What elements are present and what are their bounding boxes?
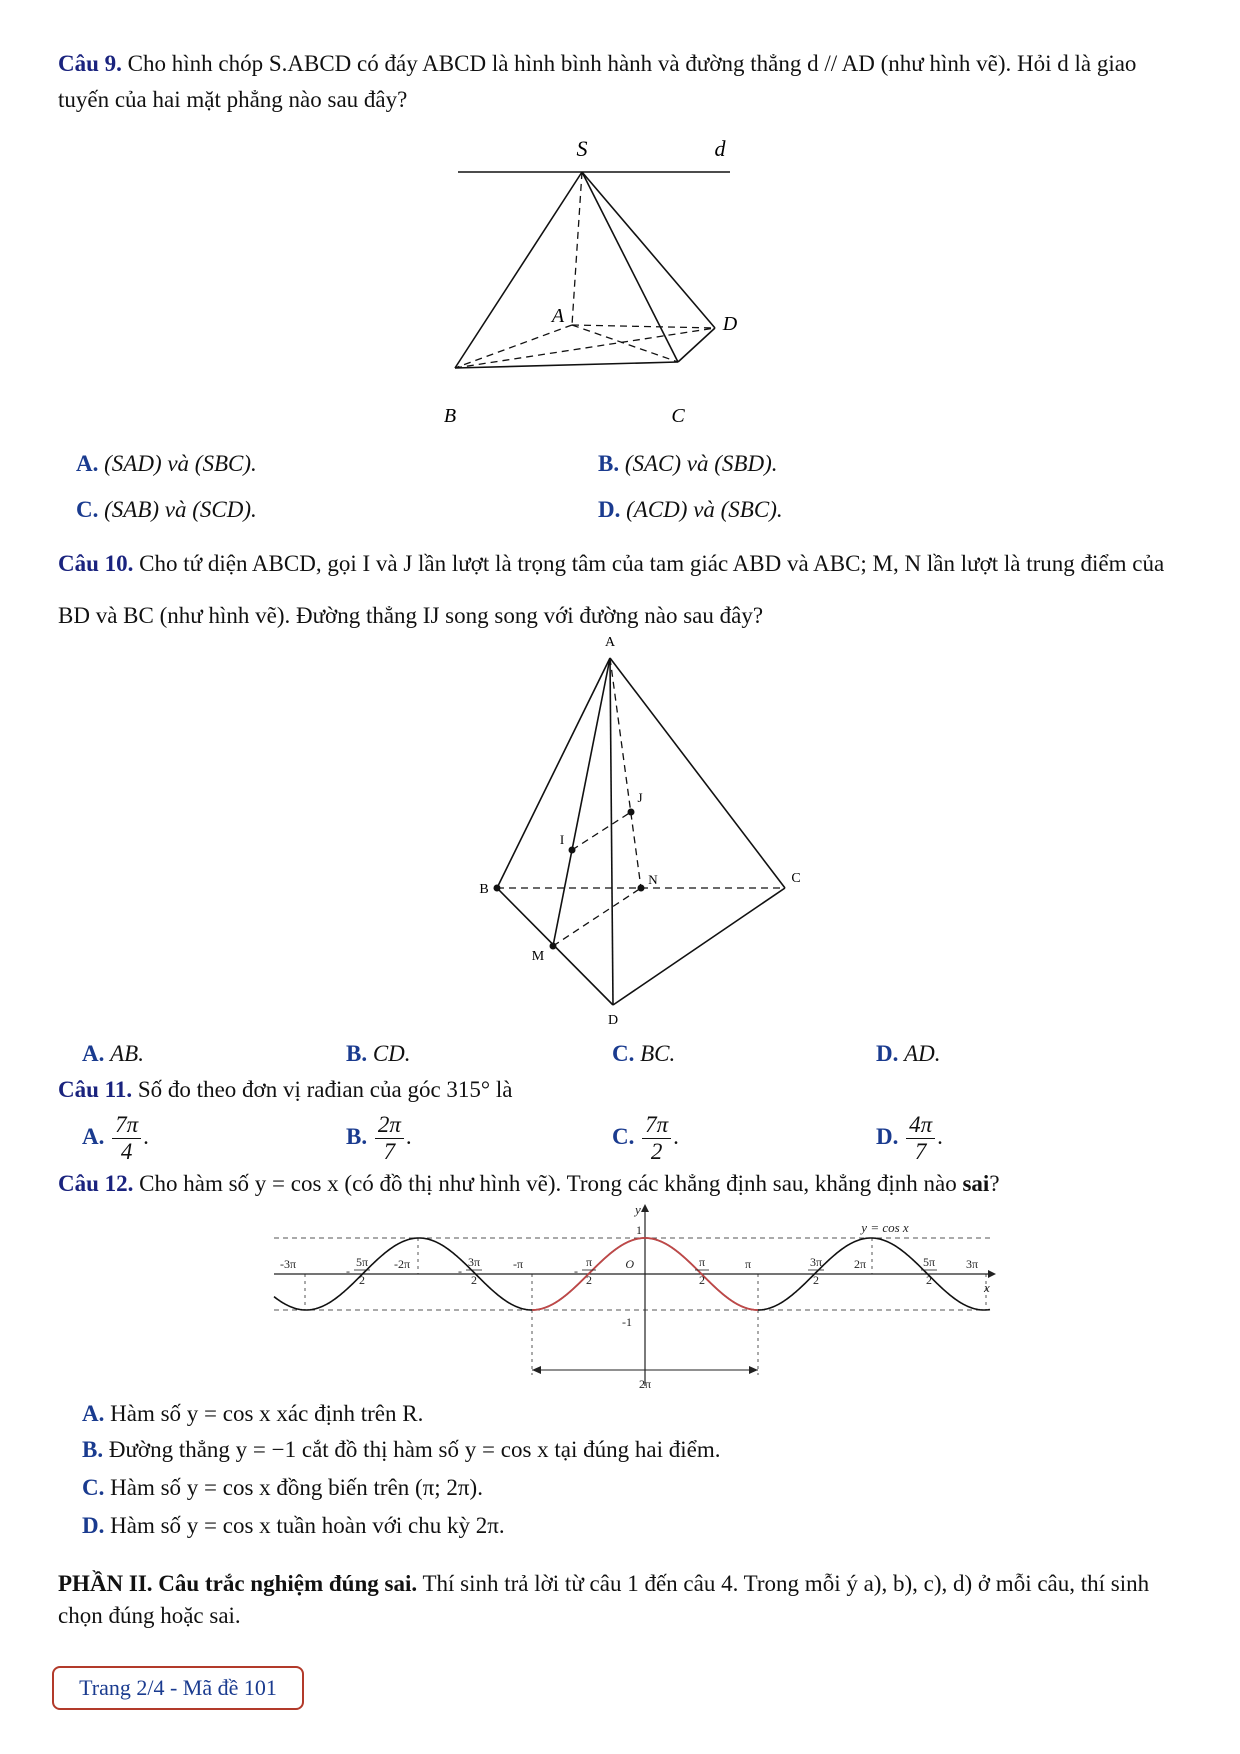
label-b-tet: B — [479, 882, 489, 897]
label-m: M — [531, 949, 545, 964]
question-11-label: Câu 11. — [58, 1077, 133, 1102]
question-9-text: Cho hình chóp S.ABCD có đáy ABCD là hình bình hành và đường thẳng d // AD (như hình vẽ). Hỏi d là giao tuyến của hai mặt phẳng nào sau đây? — [58, 51, 1137, 112]
q11-option-b[interactable]: B. $\frac{2\pi}{7}$ . — [346, 1112, 412, 1164]
tick-m3pi: -3π — [279, 1257, 297, 1271]
label-i: I — [559, 832, 565, 847]
q9-option-b[interactable]: B. (SAC) và (SBD). — [598, 451, 778, 476]
tick-mpi: -π — [512, 1257, 524, 1271]
q10-option-c[interactable]: C. BC. — [612, 1041, 676, 1066]
tick-period: 2π — [638, 1377, 652, 1390]
svg-text:-: - — [346, 1264, 350, 1278]
part-2-instructions — [58, 1568, 1188, 1632]
q9-option-a[interactable]: A. (SAD) và (SBC). — [76, 451, 257, 476]
q9-option-c[interactable]: C. (SAB) và (SCD). — [76, 497, 257, 522]
part-2-text: Thí sinh trả lời từ câu 1 đến câu 4. Trong mỗi ý a), b), c), d) ở mỗi câu, thí sinh chọn đúng hoặc sai. — [58, 1571, 1150, 1628]
tick-p5pi2-num: 5π — [922, 1255, 936, 1269]
page-footer — [52, 1666, 304, 1710]
y-axis-arrow-icon — [641, 1204, 649, 1212]
question-11-stem — [58, 1072, 1188, 1108]
label-j: J — [637, 790, 643, 805]
question-9-stem — [58, 46, 1188, 118]
pyramid-figure — [400, 130, 760, 430]
tick-p5pi2-den: 2 — [926, 1273, 932, 1287]
question-10-text: Cho tứ diện ABCD, gọi I và J lần lượt là trọng tâm của tam giác ABD và ABC; M, N lần lượt là trung điểm của BD và BC (như hình vẽ). Đường thẳng IJ song song với đường nào sau đây? — [58, 551, 1165, 628]
period-arrow-left-icon — [532, 1366, 541, 1374]
label-b: B — [443, 405, 457, 427]
label-d: D — [722, 313, 738, 335]
q11-option-c[interactable]: C. $\frac{7\pi}{2}$ . — [612, 1112, 679, 1164]
label-n: N — [648, 872, 658, 887]
tick-p3pi: 3π — [965, 1257, 979, 1271]
label-d-tet: D — [607, 1013, 619, 1028]
tick-m2pi: -2π — [393, 1257, 411, 1271]
tick-m5pi2-den: 2 — [359, 1273, 365, 1287]
label-d-line: d — [714, 136, 726, 161]
cosine-graph — [260, 1200, 1000, 1390]
question-9-label: Câu 9. — [58, 51, 122, 76]
q11-option-d[interactable]: D. $\frac{4\pi}{7}$ . — [876, 1112, 943, 1164]
tick-pi: π — [744, 1257, 752, 1271]
tetrahedron-figure — [470, 630, 820, 1030]
x-axis-arrow-icon — [988, 1270, 996, 1278]
q12-option-c[interactable]: C. Hàm số y = cos x đồng biến trên (π; 2π). — [82, 1475, 483, 1500]
question-11-text: Số đo theo đơn vị rađian của góc 315° là — [137, 1077, 513, 1102]
question-12-label: Câu 12. — [58, 1171, 134, 1196]
tick-pi2-den: 2 — [699, 1273, 705, 1287]
tick-pi2-num: π — [698, 1255, 706, 1269]
label-s: S — [576, 136, 588, 161]
tick-m3pi2-num: 3π — [467, 1255, 481, 1269]
tick-origin: O — [625, 1257, 634, 1271]
question-12-emphasis: sai — [962, 1171, 990, 1196]
q11-option-a[interactable]: A. $\frac{7\pi}{4}$ . — [82, 1112, 149, 1164]
label-a-tet: A — [604, 635, 616, 650]
tick-minus-one: -1 — [622, 1315, 632, 1329]
page-footer-text: Trang 2/4 - Mã đề 101 — [79, 1675, 277, 1700]
tick-one: 1 — [636, 1223, 642, 1237]
period-arrow-right-icon — [749, 1366, 758, 1374]
x-axis-label: x — [984, 1280, 990, 1295]
q10-option-b[interactable]: B. CD. — [346, 1041, 411, 1066]
part-2-title: PHẦN II. Câu trắc nghiệm đúng sai. — [58, 1571, 418, 1596]
question-12-text: Cho hàm số y = cos x (có đồ thị như hình vẽ). Trong các khẳng định sau, khẳng định nào — [139, 1171, 963, 1196]
tick-p3pi2-num: 3π — [809, 1255, 823, 1269]
q10-option-a[interactable]: A. AB. — [82, 1041, 144, 1066]
q12-option-d[interactable]: D. Hàm số y = cos x tuần hoàn với chu kỳ 2π. — [82, 1513, 505, 1538]
svg-text:-: - — [458, 1264, 462, 1278]
question-10-stem — [58, 538, 1188, 642]
tick-p2pi: 2π — [853, 1257, 867, 1271]
tick-m5pi2-num: 5π — [355, 1255, 369, 1269]
question-12-stem: Câu 12. Cho hàm số y = cos x (có đồ thị như hình vẽ). Trong các khẳng định sau, khẳng định nào sai? — [58, 1171, 1000, 1196]
q9-option-d[interactable]: D. (ACD) và (SBC). — [598, 497, 783, 522]
question-10-label: Câu 10. — [58, 551, 134, 576]
tick-mpi2-num: π — [585, 1255, 593, 1269]
q12-option-a[interactable]: A. Hàm số y = cos x xác định trên R. — [82, 1401, 424, 1426]
q12-option-b[interactable]: B. Đường thẳng y = −1 cắt đồ thị hàm số y = cos x tại đúng hai điểm. — [82, 1437, 721, 1462]
tick-p3pi2-den: 2 — [813, 1273, 819, 1287]
label-c-tet: C — [791, 871, 801, 886]
q10-option-d[interactable]: D. AD. — [876, 1041, 941, 1066]
func-label: y = cos x — [861, 1220, 909, 1235]
label-a: A — [551, 305, 565, 327]
y-axis-label: y — [635, 1202, 641, 1217]
tick-mpi2-den: 2 — [586, 1273, 592, 1287]
svg-text:-: - — [574, 1264, 578, 1278]
label-c: C — [671, 405, 685, 427]
tick-m3pi2-den: 2 — [471, 1273, 477, 1287]
